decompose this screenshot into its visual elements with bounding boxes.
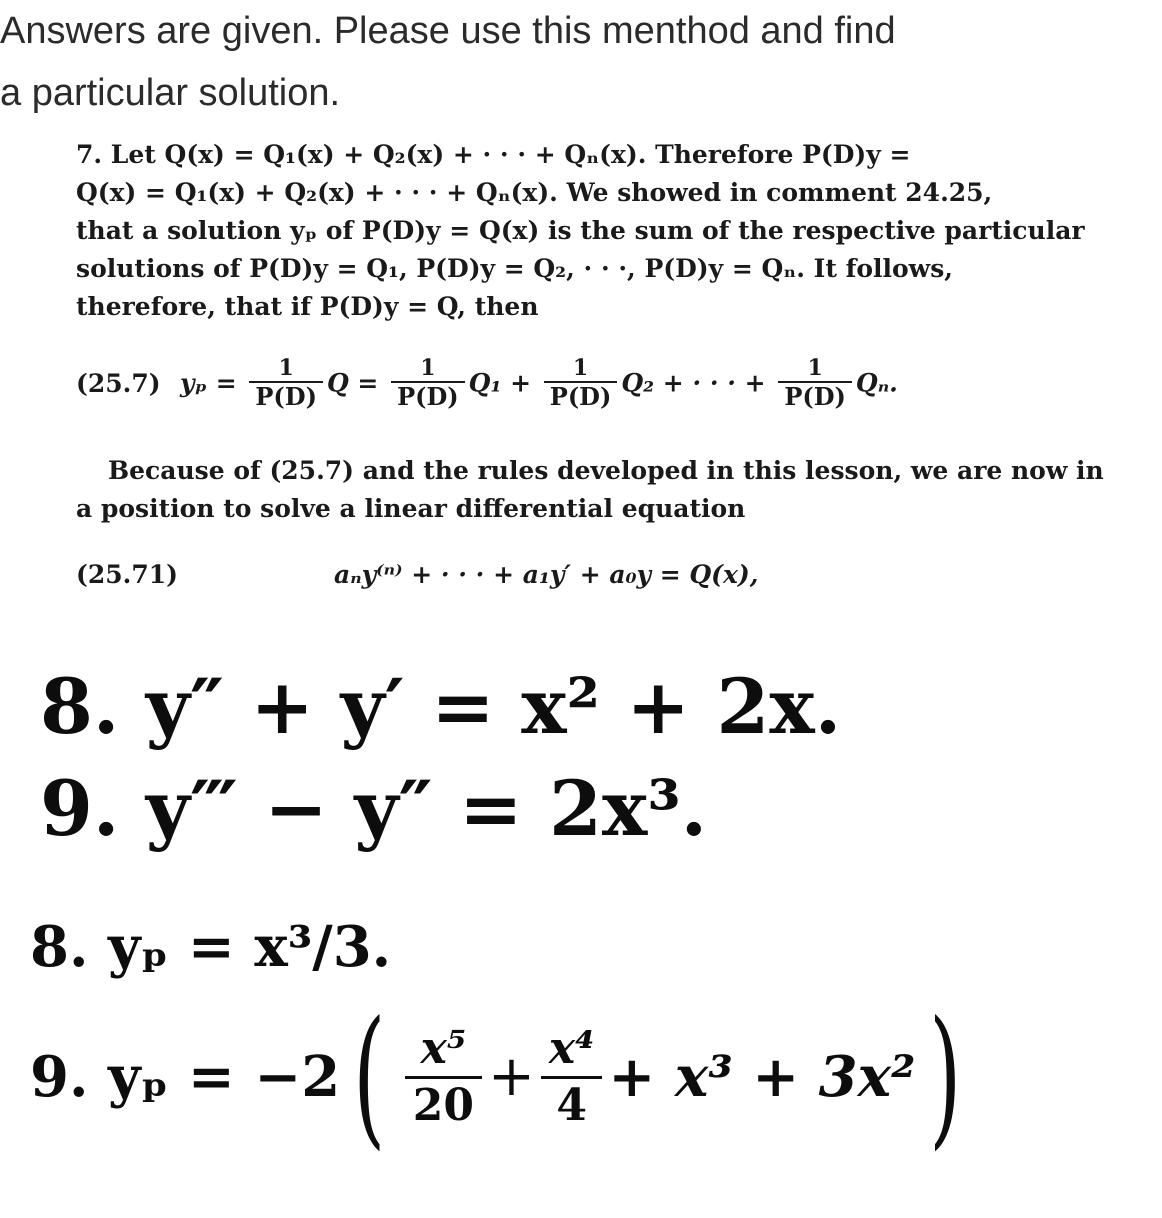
equation-25-7: [76, 355, 1106, 425]
eq-term-q: Q =: [326, 368, 379, 398]
paragraph-because-line-1: Because of (25.7) and the rules developed in this lesson, we are now in: [108, 456, 1104, 485]
question-text: [0, 0, 1162, 124]
paragraph-because: [76, 452, 1106, 528]
answer-9-fraction-1: [405, 1022, 482, 1133]
problem-8: 8. y″ + y′ = x² + 2x.: [40, 662, 842, 751]
equation-25-71: [76, 560, 1106, 600]
eq-term-qn: Qₙ.: [855, 368, 898, 398]
fraction-3: [544, 355, 618, 411]
answer-8: 8. yₚ = x³/3.: [30, 914, 392, 980]
fraction-den: 4: [541, 1076, 603, 1133]
fraction-num: 1: [572, 355, 589, 381]
right-paren: ): [928, 990, 961, 1164]
fraction-num: 1: [807, 355, 823, 381]
left-paren: (: [353, 990, 386, 1164]
paragraph-7-line-1: 7. Let Q(x) = Q₁(x) + Q₂(x) + · · · + Qₙ(x). Therefore P(D)y =: [76, 140, 911, 169]
answer-9-prefix: 9. yₚ = −2: [30, 1044, 341, 1110]
equation-expression: aₙy⁽ⁿ⁾ + · · · + a₁y′ + a₀y = Q(x),: [334, 560, 759, 589]
answer-9-fraction-2: [541, 1022, 603, 1133]
paragraph-7-line-5: therefore, that if P(D)y = Q, then: [76, 292, 539, 321]
fraction-num: x⁴: [548, 1022, 595, 1074]
answer-9-rest: + x³ + 3x²: [608, 1044, 916, 1110]
eq-term-q1: Q₁ +: [468, 368, 532, 398]
equation-label: (25.7): [76, 369, 161, 398]
eq-lhs: yₚ =: [180, 368, 237, 398]
textbook-excerpt: [76, 136, 1106, 326]
fraction-num: x⁵: [420, 1022, 467, 1074]
paragraph-7: [76, 136, 1106, 326]
fraction-den: P(D): [391, 381, 465, 411]
question-line-2: a particular solution.: [0, 72, 341, 114]
fraction-1: [249, 355, 323, 411]
fraction-num: 1: [278, 355, 294, 381]
fraction-den: P(D): [249, 381, 323, 411]
plus-sign: +: [487, 1044, 535, 1109]
fraction-den: P(D): [778, 381, 852, 411]
problem-9: 9. y‴ − y″ = 2x³.: [40, 764, 708, 853]
paragraph-because-line-2: a position to solve a linear differential equation: [76, 494, 746, 523]
fraction-den: P(D): [544, 381, 618, 411]
answer-9: [30, 990, 974, 1192]
equation-label: (25.71): [76, 560, 178, 589]
eq-term-q2: Q₂ + · · · +: [621, 368, 766, 398]
fraction-num: 1: [420, 355, 436, 381]
paragraph-7-line-2: Q(x) = Q₁(x) + Q₂(x) + · · · + Qₙ(x). We showed in comment 24.25,: [76, 178, 993, 207]
fraction-4: [778, 355, 852, 411]
paragraph-7-line-4: solutions of P(D)y = Q₁, P(D)y = Q₂, · · ·, P(D)y = Qₙ. It follows,: [76, 254, 953, 283]
fraction-2: [391, 355, 465, 411]
question-line-1: Answers are given. Please use this menthod and find: [0, 10, 896, 52]
fraction-den: 20: [405, 1076, 482, 1133]
paragraph-7-line-3: that a solution yₚ of P(D)y = Q(x) is the sum of the respective particular: [76, 216, 1085, 245]
textbook-excerpt-2: [76, 452, 1106, 528]
